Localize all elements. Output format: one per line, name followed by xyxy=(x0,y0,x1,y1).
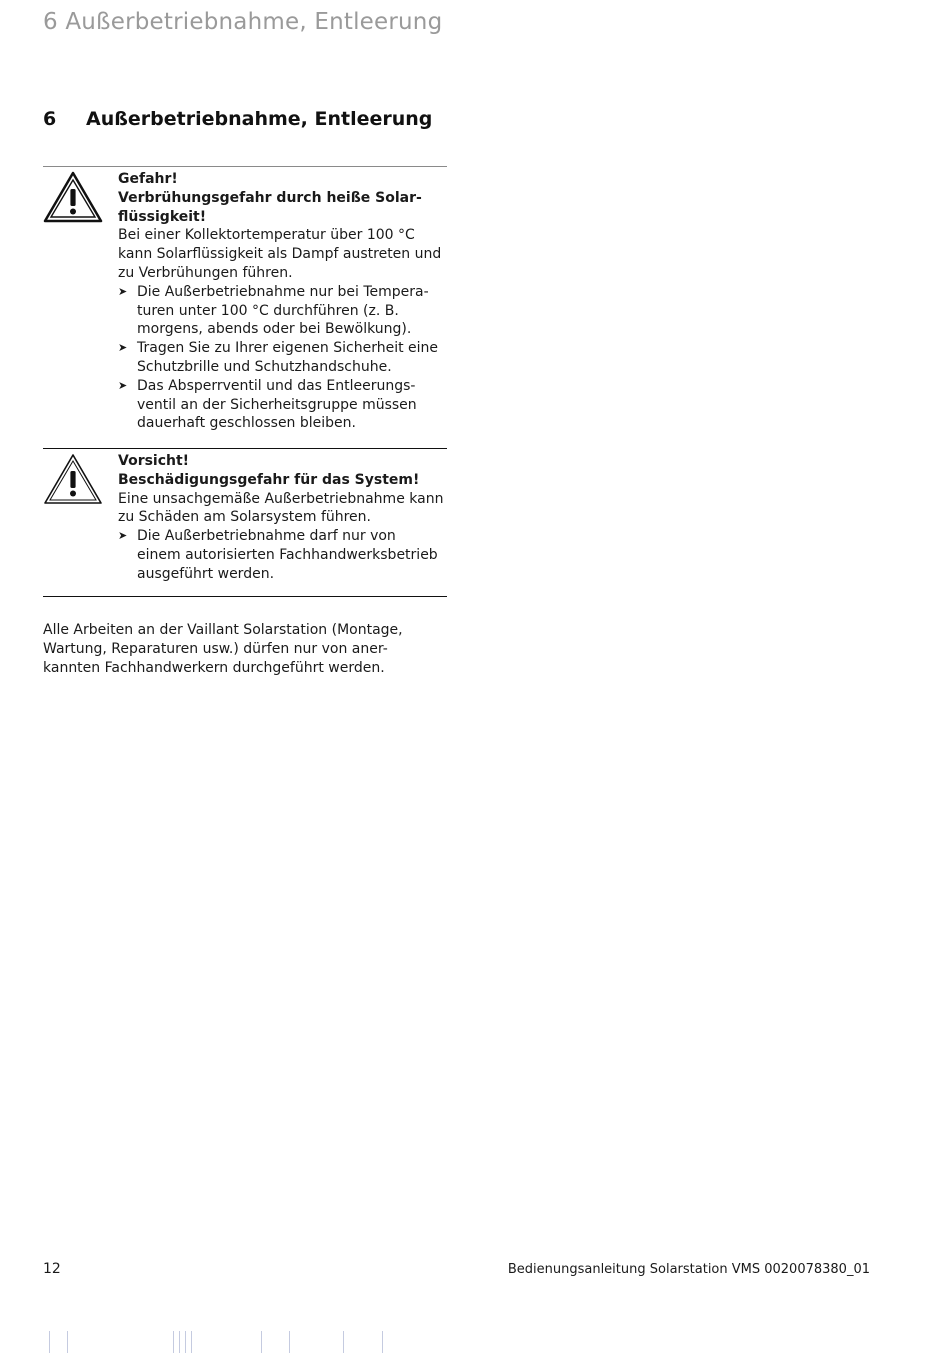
list-item-line: Tragen Sie zu Ihrer eigenen Sicherheit eine xyxy=(137,340,439,357)
list-item-line: einem autorisierten Fachhandwerksbetrieb xyxy=(137,546,438,563)
divider xyxy=(43,448,447,449)
warning-triangle-icon xyxy=(43,171,103,223)
list-item xyxy=(118,339,458,377)
print-registration-marks xyxy=(45,1331,405,1355)
body-line: Alle Arbeiten an der Vaillant Solarstation (Montage, xyxy=(43,622,403,638)
arrow-icon: ➤ xyxy=(118,341,128,355)
danger-text-3: zu Verbrühungen führen. xyxy=(118,264,293,281)
body-line: kannten Fachhandwerkern durchgeführt werden. xyxy=(43,659,385,676)
list-item xyxy=(118,377,458,433)
list-item-line: Schutzbrille und Schutzhandschuhe. xyxy=(137,358,392,375)
section-heading xyxy=(43,108,432,130)
list-item xyxy=(118,527,458,583)
list-item-line: Die Außerbetriebnahme nur bei Tempera- xyxy=(137,283,429,300)
danger-text-2: kann Solarflüssigkeit als Dampf austreten und xyxy=(118,246,442,263)
caution-text xyxy=(118,452,458,584)
arrow-icon: ➤ xyxy=(118,284,128,298)
divider xyxy=(43,596,447,597)
caution-triangle-icon xyxy=(43,453,103,505)
list-item-line: morgens, abends oder bei Bewölkung). xyxy=(137,321,412,338)
list-item-line: Das Absperrventil und das Entleerungs- xyxy=(137,377,416,394)
body-line: Wartung, Reparaturen usw.) dürfen nur von aner- xyxy=(43,640,388,657)
caution-label: Vorsicht! xyxy=(118,453,190,469)
list-item-line: dauerhaft geschlossen bleiben. xyxy=(137,415,356,432)
arrow-icon: ➤ xyxy=(118,529,128,543)
divider xyxy=(43,166,447,167)
danger-text-1: Bei einer Kollektortemperatur über 100 °C xyxy=(118,227,415,244)
danger-headline-1: Verbrühungsgefahr durch heiße Solar- xyxy=(118,189,422,206)
caution-text-2: zu Schäden am Solarsystem führen. xyxy=(118,509,371,526)
list-item xyxy=(118,283,458,339)
danger-bullet-list xyxy=(118,283,458,433)
caution-headline: Beschädigungsgefahr für das System! xyxy=(118,471,420,488)
section-number: 6 xyxy=(43,108,57,130)
list-item-line: turen unter 100 °C durchführen (z. B. xyxy=(137,302,399,319)
danger-headline-2: flüssigkeit! xyxy=(118,208,207,225)
list-item-line: Die Außerbetriebnahme darf nur von xyxy=(137,528,396,545)
caution-bullet-list xyxy=(118,527,458,583)
danger-text xyxy=(118,170,458,433)
page-number: 12 xyxy=(43,1261,61,1277)
caution-text-1: Eine unsachgemäße Außerbetriebnahme kann xyxy=(118,490,444,507)
list-item-line: ventil an der Sicherheitsgruppe müssen xyxy=(137,396,417,413)
list-item-line: ausgeführt werden. xyxy=(137,565,275,582)
body-paragraph xyxy=(43,621,453,677)
danger-label: Gefahr! xyxy=(118,171,178,187)
arrow-icon: ➤ xyxy=(118,378,128,392)
document-id: Bedienungsanleitung Solarstation VMS 0020078380_01 xyxy=(507,1262,870,1277)
running-header: 6 Außerbetriebnahme, Entleerung xyxy=(43,9,443,35)
section-title: Außerbetriebnahme, Entleerung xyxy=(86,108,433,130)
